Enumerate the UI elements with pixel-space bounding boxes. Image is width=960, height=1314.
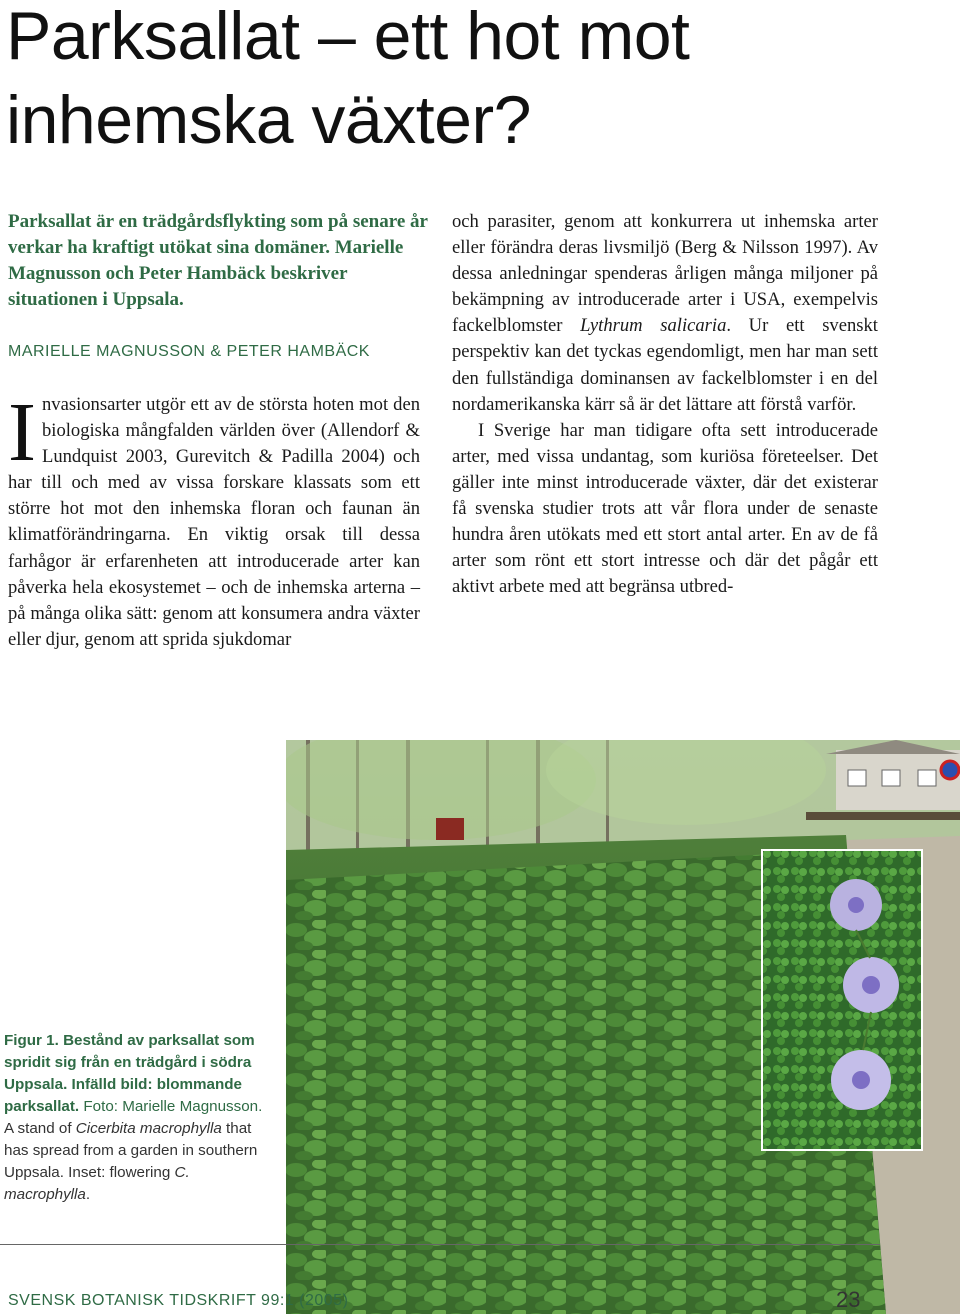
paragraph-2-text-a: och parasiter, genom att konkurrera ut inhemska arter eller förändra deras livsmiljö (Berg & Nilsson 1997). Av dessa anledningar spenderas årligen många miljoner på bekämpning av introducerade arter i USA, exempelvis fackelblomster — [452, 211, 878, 337]
body-column-left — [8, 386, 420, 653]
photo-illustration — [286, 740, 960, 1314]
paragraph-3: I Sverige har man tidigare ofta sett introducerade arter, med vissa undantag, som kuriösa företeelser. Det gäller inte minst introducerade växter, där det existerar få svenska studier trots att vår flora under de senaste hundra åren utökats med ett stort antal arter. En av de få arter som rönt ett stort intresse och där det pågår ett aktivt arbete med att begränsa utbred- — [452, 419, 878, 598]
paragraph-1 — [8, 386, 420, 653]
drop-cap: I — [8, 386, 36, 479]
page-number: 23 — [836, 1287, 861, 1312]
byline: MARIELLE MAGNUSSON & PETER HAMBÄCK — [8, 343, 370, 360]
species-name-lythrum: Lythrum salicaria — [580, 315, 727, 337]
caption-species-name-short: C. macrophylla — [4, 1164, 190, 1203]
body-column-right — [452, 209, 878, 600]
caption-swedish: Figur 1. Bestånd av parksallat som spridit sig från en trädgård i södra Uppsala. Infälld bild: blommande parksallat. — [4, 1032, 255, 1115]
figure-photo — [286, 740, 960, 1314]
footer-rule — [0, 1244, 880, 1245]
paragraph-2 — [452, 209, 878, 418]
journal-footer: SVENSK BOTANISK TIDSKRIFT 99:1 (2005) — [8, 1292, 349, 1309]
caption-english-a: A stand of — [4, 1120, 76, 1137]
paragraph-1-text: nvasionsarter utgör ett av de största hoten mot den biologiska mångfalden världen över (Allendorf & Lundquist 2003, Gurevitch & Padilla 2004) och har till och med av vissa forskare klassats som ett större hot mot den inhemska floran och faunan än klimatförändringarna. En viktig orsak till dessa farhågor är erfarenheten att introducerade arter kan påverka hela ekosystemet – och de inhemska arterna – på många olika sätt: genom att konsumera andra växter eller djur, genom att sprida sjukdomar — [8, 394, 420, 650]
caption-species-name: Cicerbita macrophylla — [75, 1120, 222, 1137]
article-lede: Parksallat är en trädgårdsflykting som på senare år verkar ha kraftigt utökat sina domäner. Marielle Magnusson och Peter Hambäck beskriver situationen i Uppsala. — [8, 211, 428, 310]
caption-english-b: that has spread from a garden in southern Uppsala. Inset: flowering — [4, 1120, 258, 1181]
caption-english-c: . — [85, 1186, 91, 1203]
article-title: Parksallat – ett hot mot inhemska växter? — [6, 0, 690, 158]
paragraph-2-text-b: . Ur ett svenskt perspektiv kan det tyckas egendomligt, men har man sett den fullständiga dominansen av fackelblomster i en del nordamerikanska kärr så är det lättare att förstå varför. — [452, 315, 878, 415]
photo-credit: Foto: Marielle Magnusson. — [83, 1098, 263, 1115]
figure-caption — [4, 1030, 274, 1206]
